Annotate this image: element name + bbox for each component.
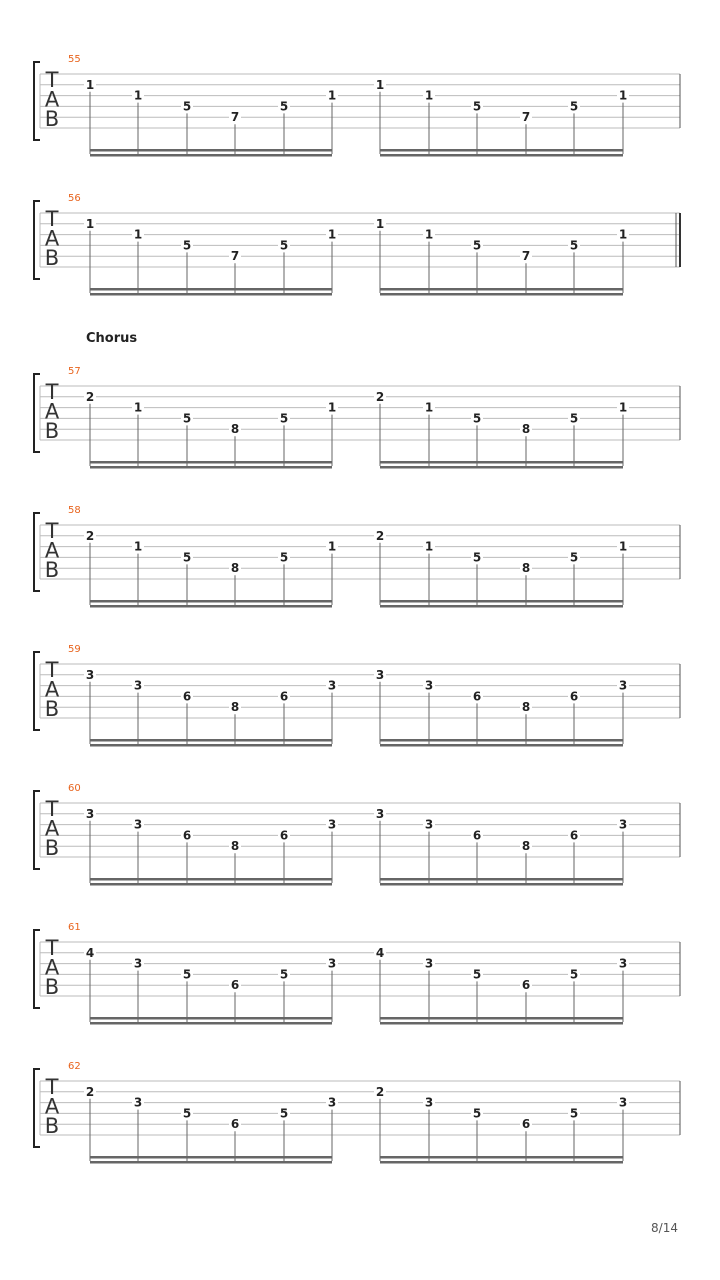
fret-number: 5 [472,99,482,114]
measure-number: 61 [68,922,81,933]
system-bracket [34,513,40,591]
tab-clef-letter-a: A [44,87,60,112]
system-bracket [34,374,40,452]
beam-secondary [380,605,623,608]
fret-number: 1 [133,227,143,242]
beam-secondary [90,1022,332,1025]
tab-clef-letter-t: T [45,68,59,92]
fret-number: 3 [375,806,385,821]
beam-primary [90,1017,332,1020]
fret-number: 3 [85,806,95,821]
fret-number: 6 [569,828,579,843]
fret-number: 5 [182,411,192,426]
fret-number: 8 [521,422,531,437]
fret-number: 8 [521,700,531,715]
tab-clef-letter-t: T [45,1075,59,1099]
fret-number: 3 [85,667,95,682]
beam-primary [90,878,332,881]
fret-number: 5 [569,1106,579,1121]
fret-number: 3 [424,956,434,971]
measure-number: 56 [68,193,81,204]
fret-number: 1 [133,539,143,554]
fret-number: 5 [472,1106,482,1121]
fret-number: 3 [327,956,337,971]
fret-number: 1 [618,88,628,103]
fret-number: 8 [230,839,240,854]
fret-number: 1 [85,77,95,92]
fret-number: 6 [521,978,531,993]
system-bracket [34,62,40,140]
fret-number: 8 [230,561,240,576]
page-number: 8/14 [651,1221,678,1235]
fret-number: 7 [230,249,240,264]
fret-number: 1 [618,539,628,554]
fret-number: 2 [85,1084,95,1099]
beam-secondary [380,466,623,469]
fret-number: 8 [230,422,240,437]
system-bracket [34,1069,40,1147]
tab-clef-letter-t: T [45,797,59,821]
fret-number: 6 [230,1117,240,1132]
fret-number: 3 [327,1095,337,1110]
beam-primary [90,288,332,291]
beam-primary [380,461,623,464]
fret-number: 3 [618,956,628,971]
beam-secondary [90,883,332,886]
tab-clef-letter-a: A [44,399,60,424]
fret-number: 1 [424,539,434,554]
tab-clef-letter-a: A [44,226,60,251]
measure-number: 60 [68,783,81,794]
fret-number: 6 [472,689,482,704]
fret-number: 7 [521,249,531,264]
fret-number: 1 [133,400,143,415]
beam-primary [380,878,623,881]
tab-clef-letter-t: T [45,207,59,231]
fret-number: 3 [618,678,628,693]
fret-number: 5 [279,99,289,114]
fret-number: 1 [618,227,628,242]
fret-number: 6 [279,689,289,704]
fret-number: 5 [472,550,482,565]
fret-number: 5 [279,411,289,426]
tab-clef-letter-b: B [44,419,60,443]
tab-clef-letter-t: T [45,936,59,960]
fret-number: 1 [424,400,434,415]
fret-number: 8 [230,700,240,715]
fret-number: 5 [279,238,289,253]
measure-number: 58 [68,505,81,516]
tab-clef-letter-b: B [44,107,60,131]
measure-number: 62 [68,1061,81,1072]
beam-primary [380,288,623,291]
fret-number: 5 [279,550,289,565]
tab-clef-letter-a: A [44,1094,60,1119]
fret-number: 2 [85,389,95,404]
beam-primary [380,149,623,152]
measure-number: 59 [68,644,81,655]
tab-clef-letter-a: A [44,677,60,702]
fret-number: 1 [618,400,628,415]
fret-number: 5 [569,411,579,426]
fret-number: 6 [521,1117,531,1132]
beam-secondary [380,1161,623,1164]
fret-number: 1 [375,77,385,92]
section-label-chorus: Chorus [86,331,138,346]
fret-number: 4 [375,945,385,960]
system-bracket [34,652,40,730]
fret-number: 5 [182,1106,192,1121]
tab-clef-letter-b: B [44,246,60,270]
beam-secondary [380,744,623,747]
fret-number: 3 [618,817,628,832]
fret-number: 5 [182,550,192,565]
fret-number: 1 [424,88,434,103]
fret-number: 1 [327,227,337,242]
tab-clef-letter-b: B [44,558,60,582]
beam-primary [90,739,332,742]
fret-number: 3 [424,1095,434,1110]
fret-number: 1 [375,216,385,231]
fret-number: 5 [182,99,192,114]
fret-number: 6 [279,828,289,843]
fret-number: 1 [424,227,434,242]
fret-number: 1 [327,88,337,103]
measure-number: 55 [68,54,81,65]
tab-clef-letter-a: A [44,538,60,563]
tab-clef-letter-b: B [44,836,60,860]
tab-clef-letter-t: T [45,519,59,543]
fret-number: 5 [569,238,579,253]
fret-number: 3 [133,1095,143,1110]
system-bracket [34,201,40,279]
beam-secondary [90,293,332,296]
fret-number: 7 [230,110,240,125]
measure-number: 57 [68,366,81,377]
fret-number: 6 [182,689,192,704]
fret-number: 2 [375,1084,385,1099]
beam-secondary [90,744,332,747]
fret-number: 1 [85,216,95,231]
fret-number: 6 [472,828,482,843]
beam-secondary [380,883,623,886]
fret-number: 3 [133,678,143,693]
fret-number: 1 [327,539,337,554]
beam-primary [380,600,623,603]
fret-number: 5 [569,967,579,982]
fret-number: 1 [327,400,337,415]
fret-number: 5 [569,550,579,565]
fret-number: 4 [85,945,95,960]
tab-clef-letter-b: B [44,975,60,999]
fret-number: 7 [521,110,531,125]
fret-number: 3 [424,678,434,693]
tab-clef-letter-a: A [44,955,60,980]
fret-number: 2 [375,389,385,404]
fret-number: 5 [472,411,482,426]
fret-number: 5 [279,967,289,982]
beam-primary [380,739,623,742]
system-bracket [34,791,40,869]
beam-secondary [380,154,623,157]
tab-clef-letter-t: T [45,658,59,682]
fret-number: 6 [569,689,579,704]
fret-number: 6 [230,978,240,993]
fret-number: 6 [182,828,192,843]
fret-number: 5 [182,967,192,982]
beam-secondary [90,605,332,608]
beam-primary [90,149,332,152]
beam-secondary [380,1022,623,1025]
beam-primary [90,1156,332,1159]
beam-secondary [90,466,332,469]
fret-number: 3 [424,817,434,832]
fret-number: 5 [182,238,192,253]
fret-number: 3 [133,956,143,971]
tab-clef-letter-t: T [45,380,59,404]
fret-number: 3 [618,1095,628,1110]
tab-clef-letter-b: B [44,1114,60,1138]
fret-number: 1 [133,88,143,103]
fret-number: 2 [85,528,95,543]
system-bracket [34,930,40,1008]
beam-secondary [90,1161,332,1164]
beam-secondary [90,154,332,157]
beam-primary [90,600,332,603]
fret-number: 5 [279,1106,289,1121]
fret-number: 2 [375,528,385,543]
beam-primary [380,1156,623,1159]
fret-number: 5 [472,967,482,982]
tab-clef-letter-a: A [44,816,60,841]
fret-number: 3 [327,817,337,832]
beam-secondary [380,293,623,296]
fret-number: 3 [133,817,143,832]
fret-number: 5 [569,99,579,114]
tab-clef-letter-b: B [44,697,60,721]
fret-number: 3 [375,667,385,682]
fret-number: 5 [472,238,482,253]
fret-number: 8 [521,839,531,854]
fret-number: 3 [327,678,337,693]
fret-number: 8 [521,561,531,576]
beam-primary [90,461,332,464]
beam-primary [380,1017,623,1020]
